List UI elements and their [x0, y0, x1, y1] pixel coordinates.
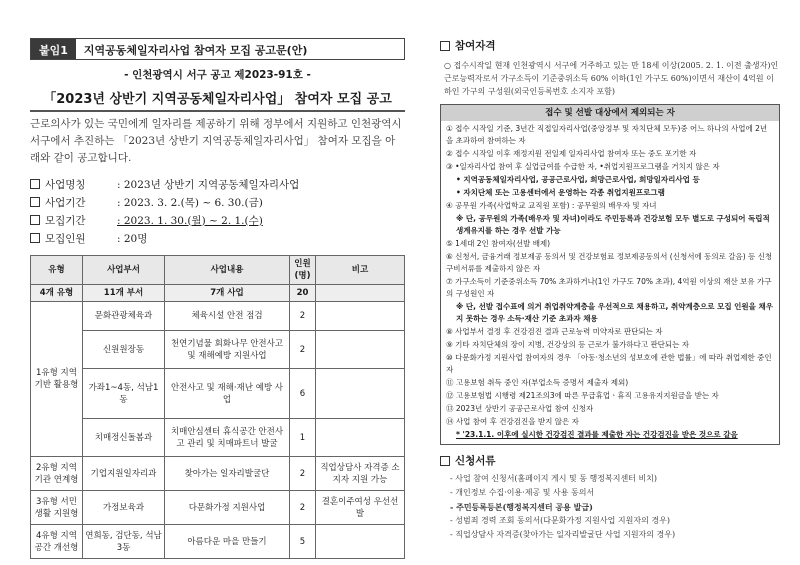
exclusion-item: ⑧ 사업부서 결정 후 건강검진 결과 근로능력 미약자로 판단되는 자	[446, 327, 663, 336]
documents-list	[440, 472, 780, 542]
summary-item	[30, 193, 405, 211]
item-value: : 2023. 1. 30.(월) ~ 2. 1.(수)	[117, 214, 263, 227]
exclusion-item: ① 접수 시작일 기준, 3년간 직접일자리사업(중앙정부 및 자치단체 모두)중 어느 하나의 사업에 2년을 초과하여 참여하는 자	[446, 124, 768, 145]
exclusion-item: ⑪ 고용보험 취득 중인 자(부업소득 증명서 제출자 제외)	[446, 378, 629, 387]
table-cell: 안전사고 및 재해·재난 예방 사업	[165, 369, 290, 419]
table-cell	[316, 369, 405, 419]
table-cell: 직업상담사 자격증 소지자 지원 가능	[316, 457, 405, 491]
eligibility-text: ○ 접수시작일 현재 인천광역시 서구에 거주하고 있는 만 18세 이상(2005. 2. 1. 이전 출생자)인 근로능력자로서 가구소득이 기준중위소득 60% 이하(1인 가구도 60%)이면서 재산이 4억원 이하인 가구의 구성원(외국인등록번호 소지자 포함)	[444, 61, 779, 96]
table-cell: 찾아가는 일자리발굴단	[165, 457, 290, 491]
table-cell: 문화관광체육과	[83, 302, 165, 331]
summary-item	[30, 175, 405, 193]
announcement-title-bar	[30, 38, 405, 60]
document-item: - 직업상담사 자격증(찾아가는 일자리발굴단 사업 지원자의 경우)	[450, 530, 676, 539]
exclusion-item: ⑦ 가구소득이 기준중위소득 70% 초과하거나(1인 가구도 70% 초과), 4억원 이상의 재산 보유 가구의 구성원인 자	[446, 277, 772, 298]
table-cell	[316, 419, 405, 457]
section-title: 신청서류	[455, 455, 496, 467]
checkbox-icon	[30, 179, 40, 189]
exclusion-item: ④ 공무원 가족(사업학교 교직원 포함) : 공무원의 배우자 및 자녀	[446, 201, 657, 210]
summary-item	[30, 211, 405, 229]
table-cell: 신원원장동	[83, 331, 165, 369]
exclusion-item: ⑥ 신청서, 금융거래 정보제공 동의서 및 건강보험료 정보제공동의서 (신청서에 동의로 갈음) 등 신청 구비서류를 제출하지 않은 자	[446, 252, 773, 273]
table-cell: 4개 유형	[31, 285, 83, 302]
exclusion-item: ※ 단, 공무원의 가족(배우자 및 자녀)이라도 주민등록과 건강보험 모두 별도로 구성되어 독립적 생계유지를 하는 경우 선발 가능	[456, 214, 770, 235]
attachment-badge: 붙임1	[31, 39, 76, 59]
exclusion-item: ⑤ 1세대 2인 참여자(선발 배제)	[446, 239, 551, 248]
announcement-title: 지역공동체일자리사업 참여자 모집 공고문(안)	[83, 44, 308, 57]
table-row	[31, 525, 405, 559]
checkbox-icon	[30, 197, 40, 207]
table-cell: 5	[290, 525, 316, 559]
table-cell: 아름다운 마을 만들기	[165, 525, 290, 559]
table-cell: 천연기념물 회화나무 안전사고 및 재해예방 지원사업	[165, 331, 290, 369]
table-cell: 치매안심센터 휴식공간 안전사고 관리 및 치매파트너 발굴	[165, 419, 290, 457]
table-cell: 2	[290, 331, 316, 369]
table-cell: 가좌1~4동, 석남1동	[83, 369, 165, 419]
item-value: : 2023년 상반기 지역공동체일자리사업	[117, 178, 300, 191]
intro-paragraph: 근로의사가 있는 국민에게 일자리를 제공하기 위해 정부에서 지원하고 인천광역시 서구에서 추진하는 「2023년 상반기 지역공동체일자리사업」 참여자 모집을 아래와 같이 공고합니다.	[30, 118, 402, 164]
exclusion-item: ⑫ 고용보험법 시행령 제21조의3에 따른 무급휴업ㆍ휴직 고용유지지원금을 받는 자	[446, 391, 719, 400]
item-key: 모집기간	[45, 214, 86, 227]
document-item: - 사업 참여 신청서(홈페이지 게시 및 동 행정복지센터 비치)	[450, 474, 658, 483]
table-cell: 1유형 지역기반 활용형	[31, 302, 83, 457]
summary-items	[30, 175, 405, 247]
exclusion-item: ③ •일자리사업 참여 후 실업급여를 수급한 자, •취업지원프로그램을 거치지 않은 자	[446, 162, 720, 171]
item-value: : 20명	[117, 232, 148, 245]
table-cell: 1	[290, 419, 316, 457]
table-cell: 20	[290, 285, 316, 302]
exclusion-item: ⑭ 사업 참여 후 건강검진을 받지 않은 자	[446, 417, 579, 426]
exclusions-title: 접수 및 선발 대상에서 제외되는 자	[441, 105, 779, 121]
project-table	[30, 255, 405, 559]
table-header: 유형	[31, 256, 83, 285]
table-header: 사업부서	[83, 256, 165, 285]
table-cell: 다문화가정 지원사업	[165, 491, 290, 525]
item-key: 사업명칭	[45, 178, 86, 191]
table-cell: 2	[290, 457, 316, 491]
checkbox-icon	[30, 233, 40, 243]
left-column	[30, 38, 405, 559]
table-cell: 체육시설 안전 점검	[165, 302, 290, 331]
summary-item	[30, 229, 405, 247]
table-cell: 2	[290, 302, 316, 331]
table-cell	[316, 302, 405, 331]
eligibility-heading	[440, 38, 780, 53]
exclusion-item: ⑨ 기타 자치단체의 장이 지병, 건강상의 등 근로가 불가하다고 판단되는 자	[446, 340, 690, 349]
item-key: 사업기간	[45, 196, 86, 209]
table-cell: 가정보육과	[83, 491, 165, 525]
exclusions-list	[441, 121, 779, 444]
table-row	[31, 419, 405, 457]
checkbox-icon	[440, 41, 450, 51]
table-cell	[316, 525, 405, 559]
item-key: 모집인원	[45, 232, 86, 245]
document-item: - 성범죄 경력 조회 동의서(다문화가정 지원사업 지원자의 경우)	[450, 516, 670, 525]
exclusion-item: ⑬ 2023년 상반기 공공근로사업 참여 신청자	[446, 404, 594, 413]
checkbox-icon	[440, 456, 450, 466]
document-item: - 개인정보 수집·이용·제공 및 사용 동의서	[450, 488, 595, 497]
main-title: 「2023년 상반기 지역공동체일자리사업」 참여자 모집 공고	[30, 88, 405, 112]
notice-number: - 인천광역시 서구 공고 제2023-91호 -	[124, 69, 311, 81]
document-item: - 주민등록등본(행정복지센터 공용 발급)	[450, 502, 593, 512]
table-header: 사업내용	[165, 256, 290, 285]
section-title: 참여자격	[455, 40, 496, 52]
exclusion-item: ⑩ 다문화가정 지원사업 참여자의 경우 「아동·청소년의 성보호에 관한 법률」에 따라 취업제한 중인 자	[446, 353, 772, 374]
table-row	[31, 491, 405, 525]
checkbox-icon	[30, 215, 40, 225]
exclusions-box	[440, 104, 780, 445]
table-row	[31, 331, 405, 369]
table-total-row	[31, 285, 405, 302]
table-cell: 결혼이주여성 우선선발	[316, 491, 405, 525]
right-column	[440, 38, 780, 542]
table-cell: 4유형 지역공간 개선형	[31, 525, 83, 559]
table-header: 인원(명)	[290, 256, 316, 285]
table-row	[31, 369, 405, 419]
table-header: 비고	[316, 256, 405, 285]
table-cell: 6	[290, 369, 316, 419]
table-cell: 2유형 지역기관 연계형	[31, 457, 83, 491]
item-value: : 2023. 3. 2.(목) ~ 6. 30.(금)	[117, 196, 263, 209]
table-cell: 2	[290, 491, 316, 525]
documents-heading	[440, 453, 780, 468]
exclusion-item: ② 접수 시작일 이후 재정지원 전일제 일자리사업 참여자 또는 중도 포기한 자	[446, 149, 697, 158]
table-cell: 7개 사업	[165, 285, 290, 302]
table-cell: 치매정신돌봄과	[83, 419, 165, 457]
table-row	[31, 457, 405, 491]
table-cell: 연희동, 검단동, 석남3동	[83, 525, 165, 559]
table-cell: 기업지원일자리과	[83, 457, 165, 491]
table-cell: 11개 부서	[83, 285, 165, 302]
exclusion-item: • 자치단체 또는 고용센터에서 운영하는 각종 취업지원프로그램	[456, 188, 665, 197]
table-cell	[316, 285, 405, 302]
exclusion-item: * '23.1.1. 이후에 실시한 건강검진 결과를 제출한 자는 건강검진을 받은 것으로 갈음	[456, 430, 738, 439]
table-cell	[316, 331, 405, 369]
exclusion-item: ※ 단, 선발 접수표에 의거 취업취약계층을 우선적으로 채용하고, 취약계층으로 모집 인원을 채우지 못하는 경우 소득·재산 기준 초과자 채용	[456, 302, 774, 323]
exclusion-item: • 지역공동체일자리사업, 공공근로사업, 희망근로사업, 희망일자리사업 등	[456, 175, 700, 184]
table-row	[31, 302, 405, 331]
table-cell: 3유형 서민생활 지원형	[31, 491, 83, 525]
